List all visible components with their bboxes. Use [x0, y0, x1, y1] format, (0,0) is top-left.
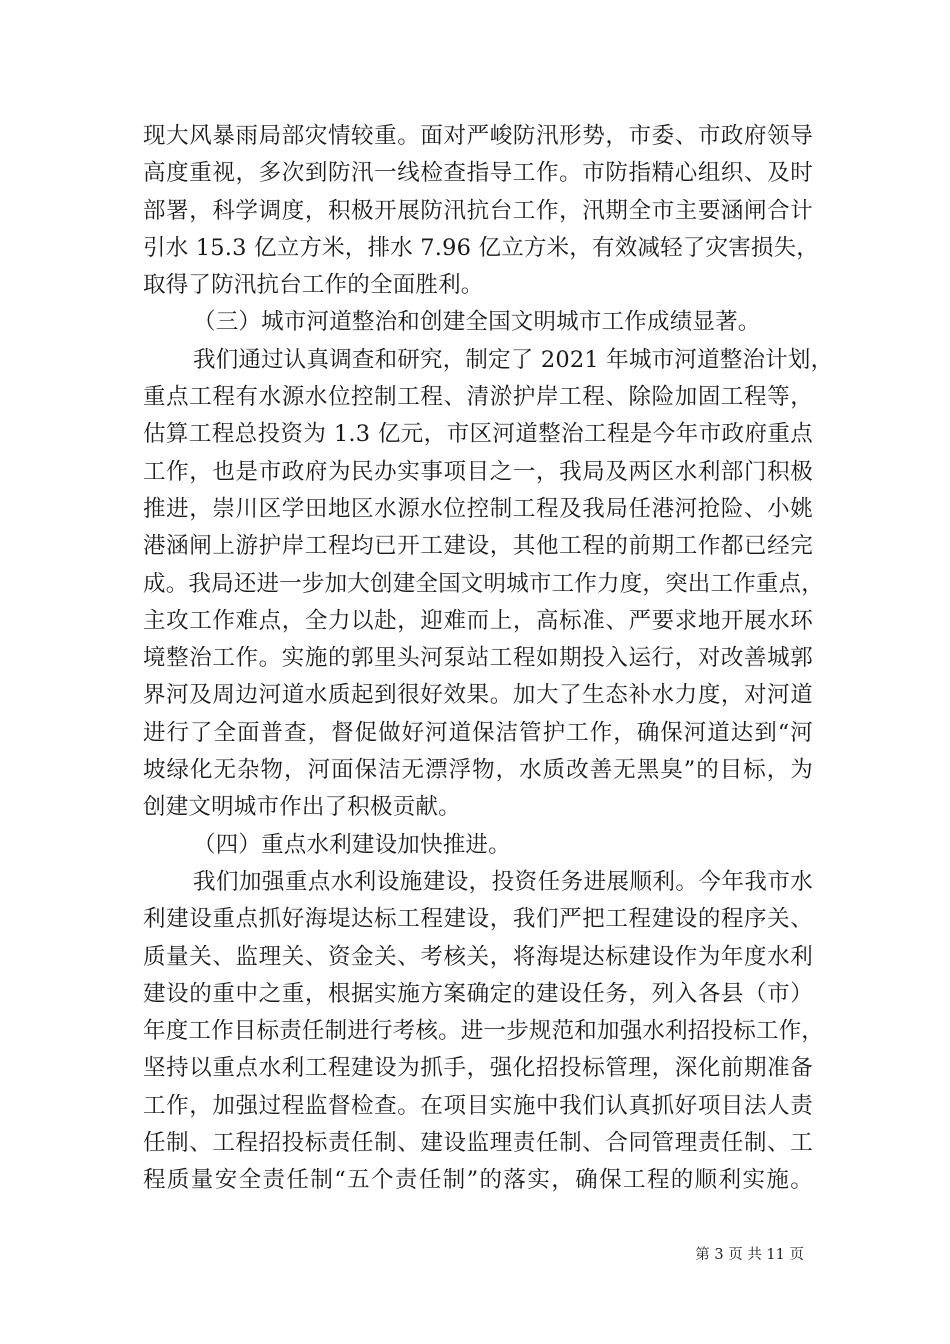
text-line: 部署，科学调度，积极开展防汛抗台工作，汛期全市主要涵闸合计: [143, 197, 813, 224]
text-line: 工作，也是市政府为民办实事项目之一，我局及两区水利部门积极: [143, 458, 813, 485]
text-line: 创建文明城市作出了积极贡献。: [143, 794, 461, 821]
text-line: 境整治工作。实施的郭里头河泵站工程如期投入运行，对改善城郭: [143, 645, 813, 672]
text-line: 任制、工程招投标责任制、建设监理责任制、合同管理责任制、工: [143, 1130, 813, 1157]
text-line: 取得了防汛抗台工作的全面胜利。: [143, 272, 484, 299]
text-line: 界河及周边河道水质起到很好效果。加大了生态补水力度，对河道: [143, 682, 813, 709]
text-line: 成。我局还进一步加大创建全国文明城市工作力度，突出工作重点，: [143, 570, 825, 597]
document-body: [143, 118, 834, 1200]
text-line: （四）重点水利建设加快推进。: [193, 831, 511, 858]
text-line: 工作，加强过程监督检查。在项目实施中我们认真抓好项目法人责: [143, 1092, 813, 1119]
text-line: 程质量安全责任制“五个责任制”的落实，确保工程的顺利实施。: [143, 1167, 813, 1194]
text-line: 我们加强重点水利设施建设，投资任务进展顺利。今年我市水: [193, 868, 813, 895]
text-line: （三）城市河道整治和创建全国文明城市工作成绩显著。: [193, 309, 761, 336]
text-line: 估算工程总投资为 1.3 亿元，市区河道整治工程是今年市政府重点: [143, 421, 813, 448]
text-line: 现大风暴雨局部灾情较重。面对严峻防汛形势，市委、市政府领导: [143, 123, 813, 149]
text-line: 港涵闸上游护岸工程均已开工建设，其他工程的前期工作都已经完: [143, 533, 813, 560]
text-line: 重点工程有水源水位控制工程、清淤护岸工程、除险加固工程等，: [143, 384, 813, 411]
text-line: 推进，崇川区学田地区水源水位控制工程及我局任港河抢险、小姚: [143, 495, 813, 522]
text-line: 高度重视，多次到防汛一线检查指导工作。市防指精心组织、及时: [143, 160, 813, 187]
text-line: 坡绿化无杂物，河面保洁无漂浮物，水质改善无黑臭”的目标，为: [143, 757, 813, 784]
text-line: 建设的重中之重，根据实施方案确定的建设任务，列入各县（市）: [143, 980, 813, 1007]
page-number: 第 3 页 共 11 页: [695, 1247, 804, 1263]
text-line: 我们通过认真调查和研究，制定了 2021 年城市河道整治计划，: [193, 346, 834, 373]
text-line: 质量关、监理关、资金关、考核关，将海堤达标建设作为年度水利: [143, 943, 813, 970]
text-line: 主攻工作难点，全力以赴，迎难而上，高标准、严要求地开展水环: [143, 607, 813, 634]
text-line: 利建设重点抓好海堤达标工程建设，我们严把工程建设的程序关、: [143, 906, 813, 933]
text-line: 进行了全面普查，督促做好河道保洁管护工作，确保河道达到“河: [143, 719, 813, 746]
text-line: 引水 15.3 亿立方米，排水 7.96 亿立方米，有效减轻了灾害损失，: [143, 234, 820, 261]
text-line: 年度工作目标责任制进行考核。进一步规范和加强水利招投标工作，: [143, 1018, 825, 1045]
text-line: 坚持以重点水利工程建设为抓手，强化招投标管理，深化前期准备: [143, 1055, 813, 1082]
